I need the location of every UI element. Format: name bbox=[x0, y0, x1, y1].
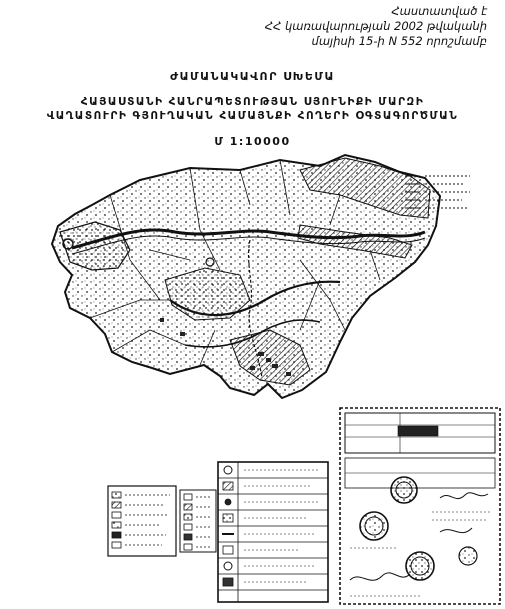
approval-line-2: ՀՀ կառավարության 2002 թվականի bbox=[264, 19, 487, 33]
official-seal-3 bbox=[406, 552, 434, 580]
official-seal-4 bbox=[459, 547, 477, 565]
approval-line-1: Հաստատված է bbox=[391, 4, 487, 18]
map-scale-label: Մ 1:10000 bbox=[214, 135, 291, 148]
signature-1 bbox=[440, 493, 488, 499]
approval-line-3: մայիսի 15-ի N 552 որոշմամբ bbox=[311, 34, 487, 48]
signature-3 bbox=[440, 528, 472, 533]
approval-seals-block bbox=[340, 408, 500, 604]
territory-map bbox=[52, 155, 440, 398]
legend-table-center bbox=[218, 462, 328, 602]
map-title: ԺԱՄԱՆԱԿԱՎՈՐ ՍԽԵՄԱ bbox=[170, 70, 335, 83]
map-subtitle-region: ՀԱՅԱՍՏԱՆԻ ՀԱՆՐԱՊԵՏՈՒԹՅԱՆ ՍՅՈՒՆԻՔԻ ՄԱՐԶԻ bbox=[80, 96, 425, 108]
official-seal-2 bbox=[360, 512, 388, 540]
legend-panel-left bbox=[108, 486, 216, 556]
signature-2 bbox=[350, 573, 410, 580]
map-subtitle-community: ՎԱՂԱՏՈՒՐԻ ԳՅՈՒՂԱԿԱՆ ՀԱՄԱՅՆՔԻ ՀՈՂԵՐԻ ՕԳՏԱԳՈՐԾՄԱՆ bbox=[46, 110, 459, 122]
official-seal-1 bbox=[391, 477, 417, 503]
